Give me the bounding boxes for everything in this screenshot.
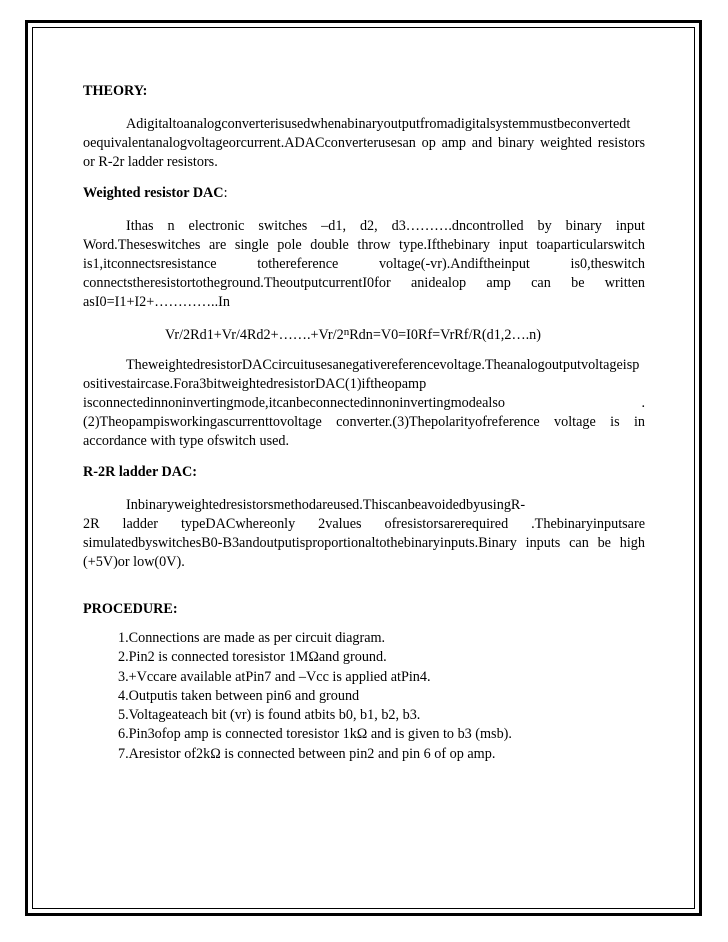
weighted-paragraph-2: ositivestaircase.Fora3bitweightedresistorDAC(1)iftheopamp isconnectedinnoninvertingmode,itcanbeconnectedinnoninvertingmodealso .(2)Theopampisworkingascurrenttovoltage converter.(3)Thepolarityofreference voltage is in accordance with type ofswitch used.	[83, 376, 645, 449]
procedure-heading: PROCEDURE:	[83, 601, 178, 617]
procedure-step: 5.Voltageateach bit (vr) is found atbits b0, b1, b2, b3.	[118, 707, 421, 724]
procedure-step: 4.Outputis taken between pin6 and ground	[118, 687, 360, 704]
ladder-paragraph-line1: Inbinaryweightedresistorsmethodareused.ThiscanbeavoidedbyusingR-	[126, 497, 526, 513]
theory-paragraph: oequivalentanalogvoltageorcurrent.ADACconverterusesan op amp and binary weighted resistors or R-2r ladder resistors.	[83, 135, 645, 170]
weighted-heading-colon: :	[223, 185, 228, 201]
weighted-heading-text: Weighted resistor DAC	[83, 185, 224, 201]
procedure-step: 2.Pin2 is connected toresistor 1MΩand ground.	[118, 649, 387, 666]
procedure-step: 7.Aresistor of2kΩ is connected between pin2 and pin 6 of op amp.	[118, 745, 496, 762]
procedure-step: 1.Connections are made as per circuit diagram.	[118, 630, 386, 646]
weighted-heading	[83, 184, 645, 203]
procedure-step: 6.Pin3ofop amp is connected toresistor 1kΩ and is given to b3 (msb).	[118, 726, 512, 743]
weighted-formula	[83, 323, 645, 345]
weighted-paragraph-2-line1: TheweightedresistorDACcircuitusesanegativereferencevoltage.Theanalogoutputvoltageisp	[126, 357, 640, 373]
formula-superscript: n	[343, 326, 350, 338]
theory-heading: THEORY:	[83, 83, 148, 99]
formula-part-2: Rdn=V0=I0Rf=VrRf/R(d1,2….n)	[349, 327, 542, 343]
formula-part-1: Vr/2Rd1+Vr/4Rd2+…….+Vr/2	[165, 327, 344, 343]
ladder-paragraph: 2R ladder typeDACwhereonly 2values ofresistorsarerequired .Thebinaryinputsare simulatedbyswitchesB0-B3andoutputisproportionaltothebinaryinputs.Binary inputs can be high (+5V)or low(0V).	[83, 516, 645, 570]
procedure-step: 3.+Vccare available atPin7 and –Vcc is applied atPin4.	[118, 668, 431, 685]
document-body	[83, 82, 645, 764]
theory-paragraph-line1: Adigitaltoanalogconverterisusedwhenabinaryoutputfromadigitalsystemmustbeconvertedt	[126, 116, 631, 132]
weighted-paragraph-1: Ithas n electronic switches –d1, d2, d3……….dncontrolled by binary input Word.Theseswitches are single pole double throw type.Ifthebinary input toaparticularswitch is1,itconnectsresistance tothereference voltage(-vr).Andiftheinput is0,theswitch connectstheresistortotheground.TheoutputcurrentI0for anidealop amp can be written asI0=I1+I2+…………..In	[83, 218, 645, 310]
ladder-heading: R-2R ladder DAC:	[83, 464, 198, 480]
procedure-steps	[83, 629, 645, 764]
